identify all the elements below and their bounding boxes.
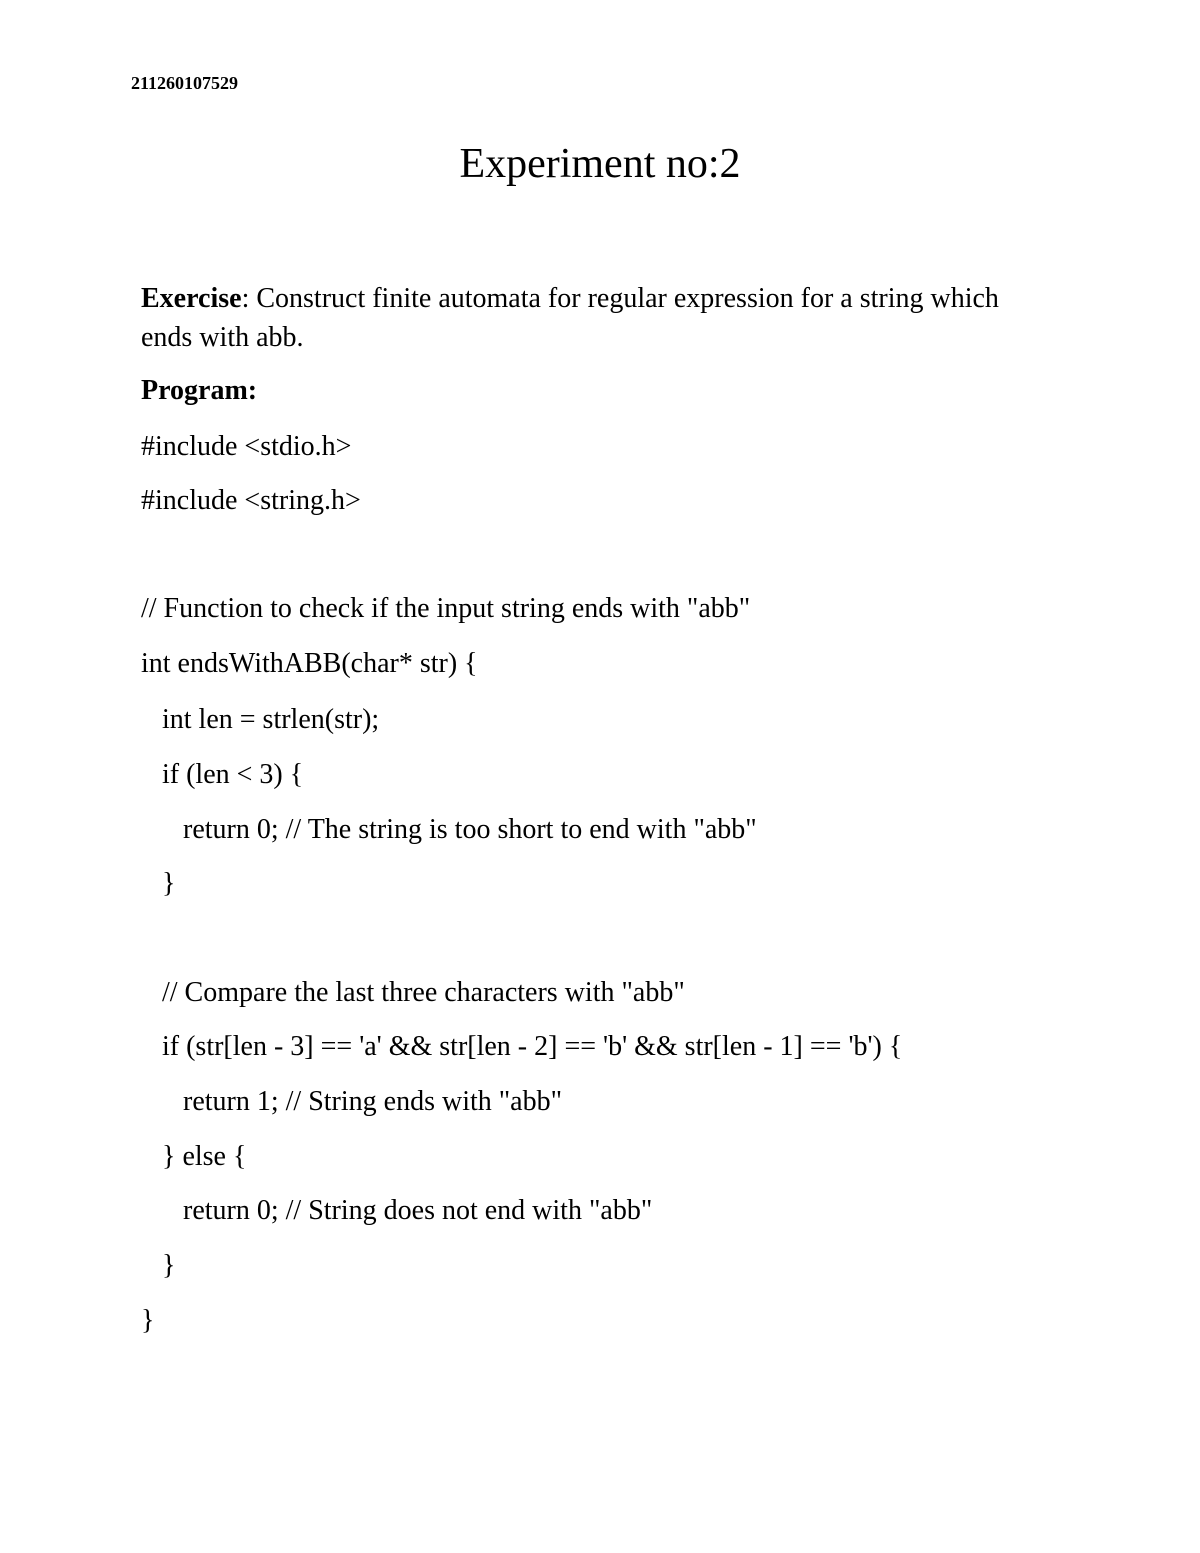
code-line: // Function to check if the input string ends with "abb" (141, 593, 751, 624)
code-line: // Compare the last three characters with "abb" (141, 977, 685, 1008)
code-line: return 0; // The string is too short to end with "abb" (141, 814, 757, 845)
student-id: 211260107529 (131, 73, 239, 93)
exercise-text: : Construct finite automata for regular expression for a string which ends with abb. (141, 283, 999, 353)
code-line: } (141, 1250, 176, 1281)
page-title: Experiment no:2 (459, 141, 741, 187)
code-line: #include <stdio.h> (141, 431, 352, 462)
code-line: } (141, 1305, 155, 1336)
code-line: #include <string.h> (141, 485, 361, 516)
code-line: int endsWithABB(char* str) { (141, 648, 478, 679)
code-line: int len = strlen(str); (141, 704, 380, 735)
code-line: return 1; // String ends with "abb" (141, 1086, 563, 1117)
code-line: if (len < 3) { (141, 759, 304, 790)
code-line: } else { (141, 1141, 247, 1172)
code-line: if (str[len - 3] == 'a' && str[len - 2] == 'b' && str[len - 1] == 'b') { (141, 1031, 903, 1062)
code-line: } (141, 868, 176, 899)
program-heading: Program: (141, 375, 258, 406)
code-line: return 0; // String does not end with "abb" (141, 1195, 653, 1226)
exercise-label: Exercise (141, 283, 242, 314)
exercise-paragraph (141, 279, 1041, 357)
